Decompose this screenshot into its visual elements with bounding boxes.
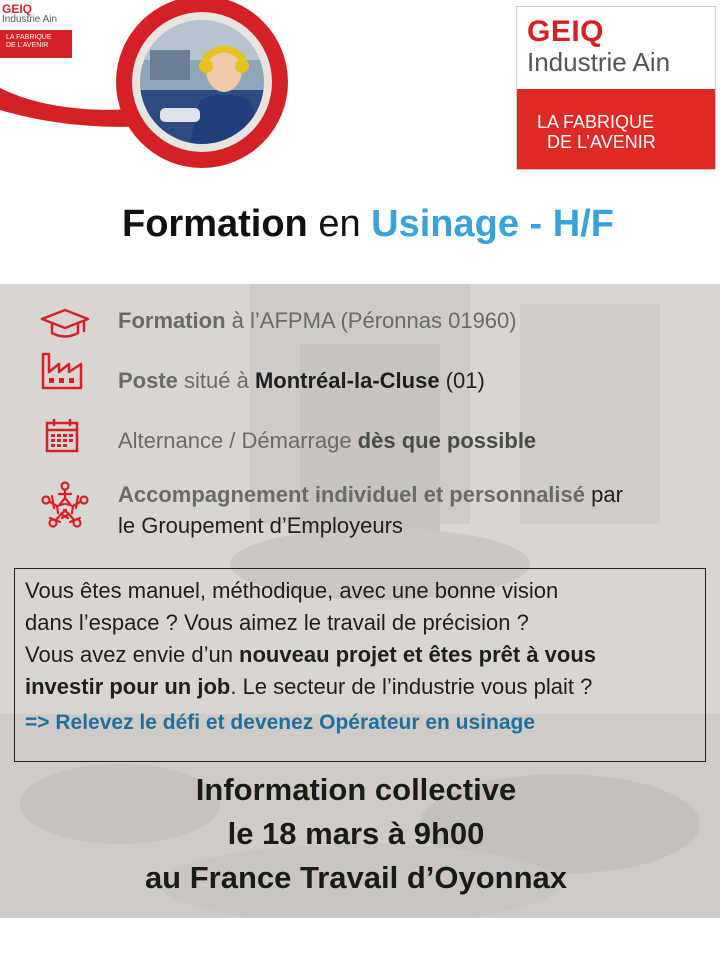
pitch-line-2: dans l’espace ? Vous aimez le travail de précision ? [25,610,529,635]
pitch-line-1: Vous êtes manuel, méthodique, avec une bonne vision [25,578,559,603]
feature-detail-accompagnement: par [585,482,623,507]
feature-bold-formation: Formation [118,308,226,333]
logo-small-tagline-2: DE L’AVENIR [6,41,49,49]
logo-big [516,6,716,170]
feature-bold-accompagnement: Accompagnement individuel et personnalisé [118,482,585,507]
page-title [0,203,720,246]
pitch-cta: => Relevez le défi et devenez Opérateur en usinage [25,711,536,734]
factory-icon [40,350,84,395]
logo-big-tagline-1: LA FABRIQUE [537,112,655,132]
worker-photo [140,20,264,144]
logo-big-tagline-2: DE L’AVENIR [547,131,656,152]
info-line-3: au France Travail d’Oyonnax [144,860,568,895]
feature-detail-poste: situé à [177,368,255,393]
info-session [0,768,712,900]
logo-small [0,0,72,58]
calendar-icon [44,418,80,459]
feature-detail-department: (01) [439,368,485,393]
title-word-usinage: Usinage [371,203,519,245]
logo-small-tagline-1: LA FABRIQUE [6,34,52,41]
info-line-2: le 18 mars à 9h00 [227,816,485,851]
pitch-line-3b: nouveau projet et êtes prêt à vous [239,642,597,667]
pitch-box [14,568,706,762]
feature-text-alternance [118,426,536,456]
pitch-line-4 [25,671,695,703]
logo-big-name: Industrie Ain [527,47,671,77]
title-word-hf: - H/F [519,203,614,245]
pitch-line-3a: Vous avez envie d’un [25,642,240,667]
feature-line2-accompagnement: le Groupement d’Employeurs [118,513,403,538]
feature-detail-alternance: Alternance / Démarrage [118,428,358,453]
feature-text-accompagnement [118,480,623,510]
feature-text-formation [118,306,517,336]
feature-detail-formation: à l’AFPMA (Péronnas 01960) [225,308,517,333]
feature-text-poste [118,366,485,396]
pitch-line-3 [25,639,695,671]
feature-bold-poste: Poste [118,368,178,393]
logo-big-brand: GEIQ [527,15,605,48]
people-circle-icon [40,480,90,535]
pitch-line-4a: investir pour un job [25,674,231,699]
feature-bold-alternance: dès que possible [357,428,537,453]
pitch-line-4b: . Le secteur de l’industrie vous plait ? [230,674,593,699]
logo-small-name: Industrie Ain [2,14,58,25]
feature-bold-location: Montréal-la-Cluse [254,368,440,393]
info-line-1: Information collective [195,772,517,807]
title-word-en: en [307,203,372,245]
graduation-cap-icon [40,308,90,345]
title-word-formation: Formation [122,203,308,245]
logo-small-brand: GEIQ [2,2,33,16]
